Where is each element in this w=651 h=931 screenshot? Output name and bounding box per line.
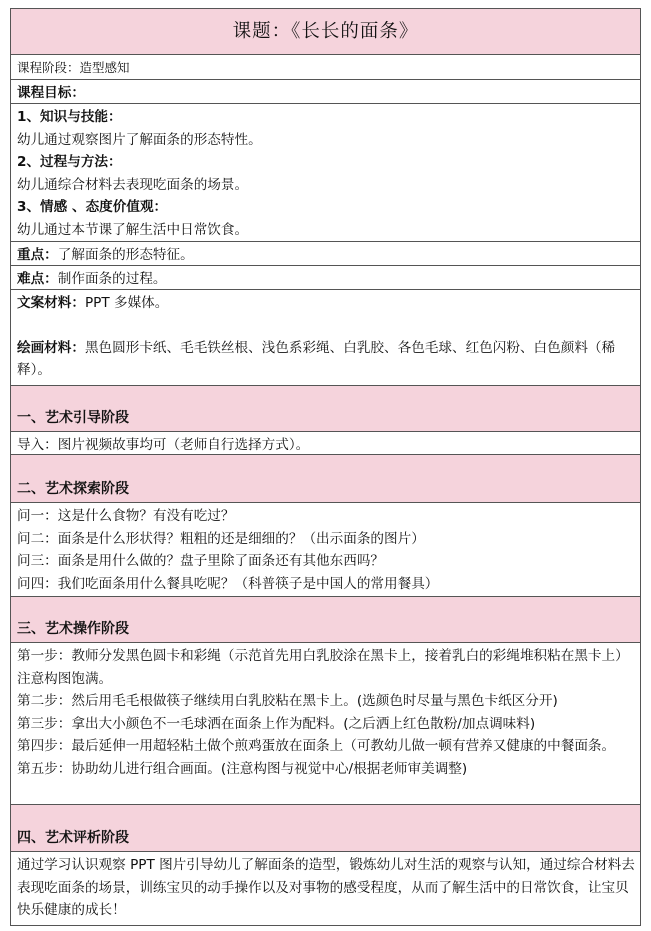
- paint-materials: [17, 337, 640, 382]
- section4-heading: 四、艺术评析阶段: [10, 805, 641, 852]
- step-5: 第五步：协助幼儿进行组合画面。(注意构图与视觉中心/根据老师审美调整): [17, 760, 468, 777]
- knowledge-text: 幼儿通过观察图片了解面条的形态特性。: [17, 131, 262, 148]
- section3-steps: [10, 643, 641, 805]
- emotion-text: 幼儿通过本节课了解生活中日常饮食。: [17, 221, 249, 238]
- step-4: 第四步：最后延伸一用超轻粘土做个煎鸡蛋放在面条上（可教幼儿做一顿有营养又健康的中餐面条。: [17, 738, 616, 754]
- knowledge-heading: 1、知识与技能：: [17, 109, 122, 125]
- paint-materials-text: 黑色圆形卡纸、毛毛铁丝根、浅色系彩绳、白乳胶、各色毛球、红色闪粉、白色颜料（稀释）。: [17, 339, 616, 378]
- process-heading: 2、过程与方法：: [17, 154, 122, 170]
- step-2: 第二步：然后用毛毛根做筷子继续用白乳胶粘在黑卡上。(选颜色时尽量与黑色卡纸区分开): [17, 693, 558, 709]
- difficulty: [10, 266, 641, 290]
- question-3: 问三：面条是用什么做的？盘子里除了面条还有其他东西吗？: [17, 553, 385, 569]
- paint-materials-label: 绘画材料：: [17, 339, 85, 356]
- goals-heading: 课程目标：: [10, 80, 641, 104]
- goals-section: [10, 104, 641, 242]
- process-text: 幼儿通综合材料去表现吃面条的场景。: [17, 176, 249, 193]
- step-1: 第一步：教师分发黑色圆卡和彩绳（示范首先用白乳胶涂在黑卡上，接着乳白的彩绳堆积粘在黑卡上）注意构图饱满。: [17, 648, 629, 687]
- question-4: 问四：我们吃面条用什么餐具吃呢？（科普筷子是中国人的常用餐具）: [17, 575, 439, 592]
- section4-text: [10, 852, 641, 926]
- section2-heading: 二、艺术探索阶段: [10, 455, 641, 503]
- emotion-heading: 3、情感 、态度价值观：: [17, 199, 168, 215]
- doc-materials: [17, 292, 640, 315]
- lesson-plan-table: [10, 8, 641, 926]
- key-point: [10, 242, 641, 266]
- section2-questions: [10, 503, 641, 597]
- question-1: 问一：这是什么食物？有没有吃过？: [17, 508, 235, 524]
- section1-heading: 一、艺术引导阶段: [10, 386, 641, 432]
- section3-heading: 三、艺术操作阶段: [10, 597, 641, 643]
- key-point-label: 重点：: [17, 247, 58, 263]
- section1-text: 导入：图片视频故事均可（老师自行选择方式）。: [10, 432, 641, 455]
- course-stage: 课程阶段：造型感知: [10, 55, 641, 80]
- key-point-text: 了解面条的形态特征。: [57, 247, 194, 263]
- materials-section: [10, 290, 641, 386]
- difficulty-label: 难点：: [17, 271, 58, 287]
- difficulty-text: 制作面条的过程。: [57, 271, 167, 287]
- doc-materials-label: 文案材料：: [17, 295, 85, 311]
- question-2: 问二：面条是什么形状得？粗粗的还是细细的？（出示面条的图片）: [17, 530, 425, 547]
- doc-materials-text: PPT 多媒体。: [84, 295, 169, 311]
- evaluation-text: 通过学习认识观察 PPT 图片引导幼儿了解面条的造型，锻炼幼儿对生活的观察与认知，通过综合材料去表现吃面条的场景，训练宝贝的动手操作以及对事物的感受程度，从而了解生活中的日常饮食，让宝贝快乐健康的成长！: [17, 857, 635, 918]
- lesson-title: 课题：《长长的面条》: [10, 8, 641, 55]
- step-3: 第三步：拿出大小颜色不一毛球洒在面条上作为配料。(之后洒上红色散粉/加点调味料): [17, 715, 536, 732]
